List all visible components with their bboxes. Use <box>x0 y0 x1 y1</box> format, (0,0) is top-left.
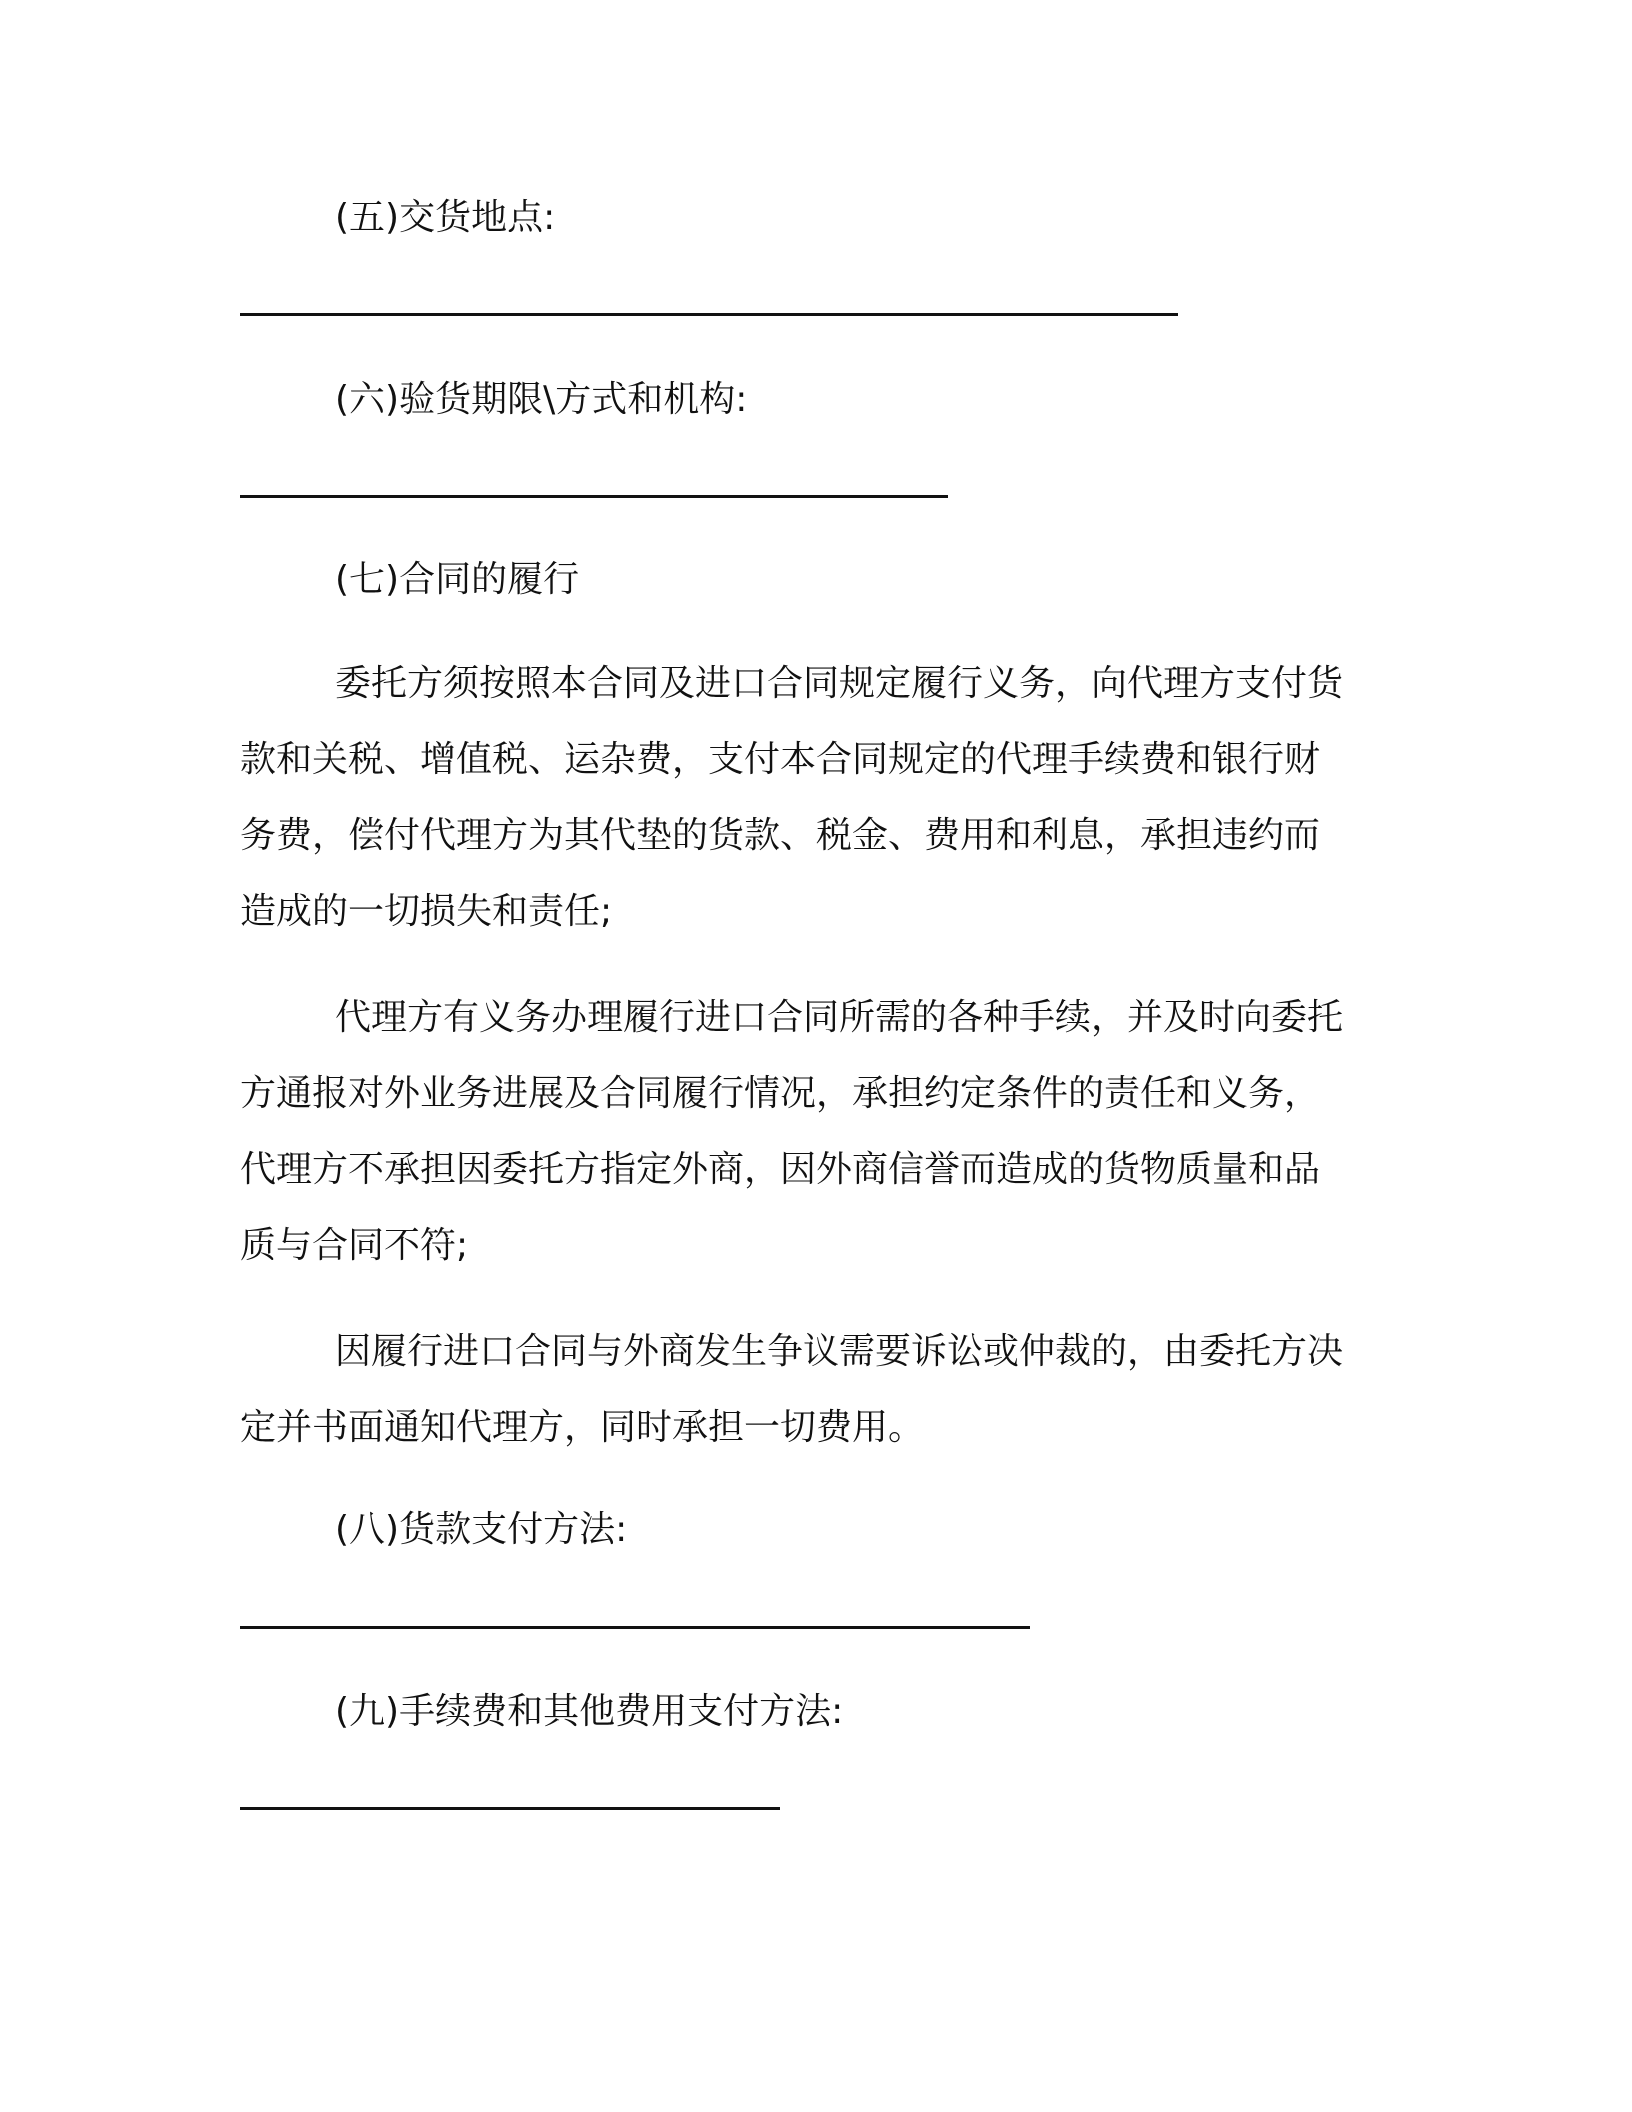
paragraph-line: 质与合同不符; <box>240 1225 469 1266</box>
section-6-blank-line <box>240 495 948 498</box>
paragraph-line: 因履行进口合同与外商发生争议需要诉讼或仲裁的，由委托方决 <box>335 1331 1344 1372</box>
paragraph-line: 委托方须按照本合同及进口合同规定履行义务，向代理方支付货 <box>335 663 1344 704</box>
section-9-heading: (九)手续费和其他费用支付方法: <box>335 1691 844 1732</box>
section-5-blank-line <box>240 313 1178 316</box>
paragraph-line: 款和关税、增值税、运杂费，支付本合同规定的代理手续费和银行财 <box>240 739 1321 780</box>
paragraph-line: 代理方有义务办理履行进口合同所需的各种手续，并及时向委托 <box>335 997 1344 1038</box>
section-5-heading: (五)交货地点: <box>335 197 556 238</box>
section-9-blank-line <box>240 1807 780 1810</box>
paragraph-line: 代理方不承担因委托方指定外商，因外商信誉而造成的货物质量和品 <box>240 1149 1321 1190</box>
section-8-heading: (八)货款支付方法: <box>335 1509 628 1550</box>
paragraph-line: 务费，偿付代理方为其代垫的货款、税金、费用和利息，承担违约而 <box>240 815 1321 856</box>
section-7-heading: (七)合同的履行 <box>335 559 580 600</box>
paragraph-line: 定并书面通知代理方，同时承担一切费用。 <box>240 1407 925 1448</box>
section-8-blank-line <box>240 1626 1030 1629</box>
paragraph-line: 方通报对外业务进展及合同履行情况，承担约定条件的责任和义务， <box>240 1073 1321 1114</box>
paragraph-line: 造成的一切损失和责任; <box>240 891 613 932</box>
section-6-heading: (六)验货期限\方式和机构: <box>335 379 748 420</box>
